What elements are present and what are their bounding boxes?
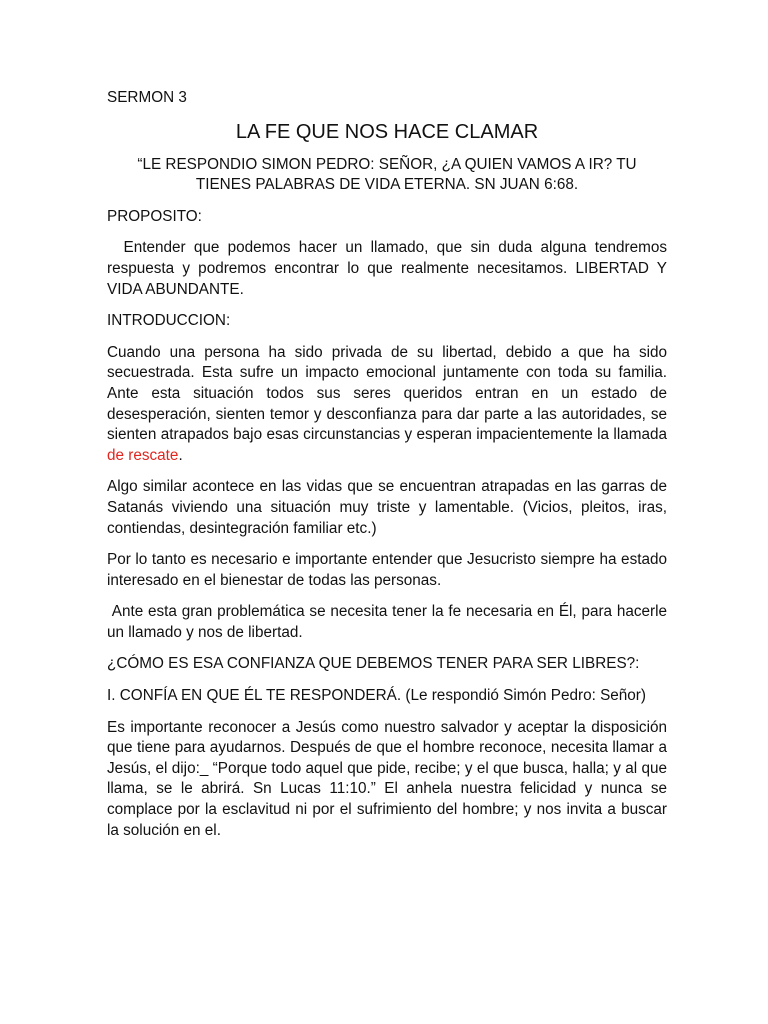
document-title: LA FE QUE NOS HACE CLAMAR	[235, 120, 539, 143]
intro-paragraph-1	[107, 343, 667, 467]
epigraph-line-2: TIENES PALABRAS DE VIDA ETERNA. SN JUAN 6:68.	[195, 176, 579, 194]
intro-paragraph-1-text: Cuando una persona ha sido privada de su libertad, debido a que ha sido secuestrada. Esta sufre un impacto emocional juntamente con toda su familia. Ante esta situación todos sus seres queridos entran en un estado de desesperación, sienten temor y desconfianza para dar parte a las autoridades, se sienten atrapados bajo esas circunstancias y esperan impacientemente la llamada	[107, 343, 667, 444]
point-1-heading: I. CONFÍA EN QUE ÉL TE RESPONDERÁ. (Le respondió Simón Pedro: Señor)	[107, 687, 646, 705]
document-page	[107, 88, 672, 841]
intro-paragraph-3: Por lo tanto es necesario e importante entender que Jesucristo siempre ha estado interesado en el bienestar de todas las personas.	[107, 551, 667, 589]
intro-paragraph-4: Ante esta gran problemática se necesita tener la fe necesaria en Él, para hacerle un llamado y nos de libertad.	[107, 603, 672, 641]
intro-paragraph-1-end: .	[178, 446, 183, 464]
introduccion-heading: INTRODUCCION:	[107, 312, 231, 330]
proposito-paragraph: Entender que podemos hacer un llamado, que sin duda alguna tendremos respuesta y podremos encontrar lo que realmente necesitamos. LIBERTAD Y VIDA ABUNDANTE.	[107, 239, 672, 298]
sermon-number-label: SERMON 3	[107, 89, 187, 106]
epigraph-verse	[107, 155, 667, 196]
confidence-question-heading: ¿CÓMO ES ESA CONFIANZA QUE DEBEMOS TENER PARA SER LIBRES?:	[107, 655, 640, 673]
point-1-paragraph: Es importante reconocer a Jesús como nuestro salvador y aceptar la disposición que tiene para ayudarnos. Después de que el hombre reconoce, necesita llamar a Jesús, el dijo:_ “Porque todo aquel que pide, recibe; y el que busca, halla; y al que llama, se le abrirá. Sn Lucas 11:10.” El anhela nuestra felicidad y nunca se complace por la esclavitud ni por el sufrimiento del hombre; y nos invita a buscar la solución en el.	[107, 718, 667, 839]
proposito-heading: PROPOSITO:	[107, 207, 202, 225]
rescue-highlight-text: de rescate	[107, 446, 179, 464]
epigraph-line-1: “LE RESPONDIO SIMON PEDRO: SEÑOR, ¿A QUIEN VAMOS A IR? TU	[137, 155, 637, 173]
intro-paragraph-2: Algo similar acontece en las vidas que se encuentran atrapadas en las garras de Satanás viviendo una situación muy triste y lamentable. (Vicios, pleitos, iras, contiendas, desintegración familiar etc.)	[107, 478, 667, 537]
